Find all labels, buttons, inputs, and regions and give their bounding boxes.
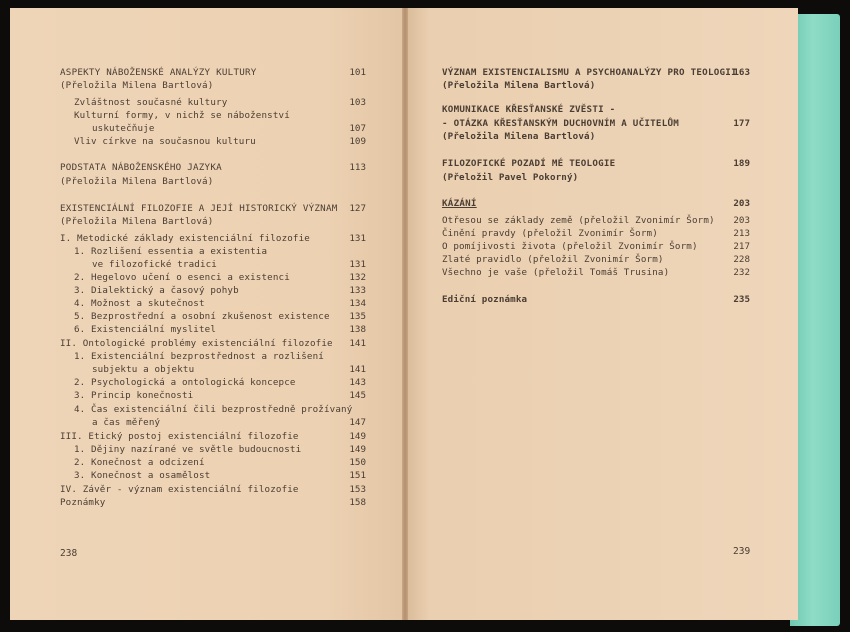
toc-entry-page-number: 158 (349, 497, 366, 508)
toc-entry-title: 3. Princip konečnosti (74, 390, 194, 401)
toc-entry-title: Vliv církve na současnou kulturu (74, 136, 256, 147)
toc-entry-title: uskutečňuje (92, 123, 155, 134)
toc-entry-page-number: 101 (349, 67, 366, 78)
toc-entry-title: VÝZNAM EXISTENCIALISMU A PSYCHOANALÝZY PRO TEOLOGII (442, 67, 737, 78)
toc-entry-page-number: 147 (349, 417, 366, 428)
toc-entry-title: Otřesou se základy země (přeložil Zvonimír Šorm) (442, 215, 715, 226)
toc-entry-page-number: 235 (733, 294, 750, 305)
left-page-number: 238 (60, 548, 78, 559)
toc-entry-title: 6. Existenciální myslitel (74, 324, 217, 335)
toc-entry-title: 2. Konečnost a odcizení (74, 457, 205, 468)
toc-entry-page-number: 153 (349, 484, 366, 495)
toc-entry-title: Poznámky (60, 497, 106, 508)
toc-entry-title: - OTÁZKA KŘESŤANSKÝM DUCHOVNÍM A UČITELŮM (442, 118, 680, 129)
toc-entry-page-number: 149 (349, 431, 366, 442)
toc-entry-page-number: 131 (349, 259, 366, 270)
toc-entry-title: KÁZÁNÍ (442, 198, 477, 209)
toc-entry-title: subjektu a objektu (92, 364, 195, 375)
toc-entry-title: 4. Čas existenciální čili bezprostředně prožívaný (74, 404, 353, 415)
toc-entry-title: 3. Dialektický a časový pohyb (74, 285, 239, 296)
toc-entry-page-number: 145 (349, 390, 366, 401)
toc-entry-page-number: 228 (733, 254, 750, 265)
toc-entry-title: Kulturní formy, v nichž se náboženství (74, 110, 290, 121)
toc-entry-page-number: 131 (349, 233, 366, 244)
toc-entry-page-number: 132 (349, 272, 366, 283)
toc-entry-page-number: 109 (349, 136, 366, 147)
toc-entry-title: 5. Bezprostřední a osobní zkušenost existence (74, 311, 330, 322)
toc-entry-title: EXISTENCIÁLNÍ FILOZOFIE A JEJÍ HISTORICKÝ VÝZNAM (60, 203, 338, 214)
toc-entry-page-number: 141 (349, 338, 366, 349)
toc-entry-page-number: 149 (349, 444, 366, 455)
toc-entry-page-number: 177 (733, 118, 750, 129)
toc-entry-title: (Přeložila Milena Bartlová) (442, 131, 596, 142)
toc-entry-page-number: 203 (733, 215, 750, 226)
toc-entry-title: ASPEKTY NÁBOŽENSKÉ ANALÝZY KULTURY (60, 67, 257, 78)
toc-entry-page-number: 107 (349, 123, 366, 134)
toc-entry-page-number: 163 (733, 67, 750, 78)
toc-entry-title: IV. Závěr - význam existenciální filozofie (60, 484, 299, 495)
toc-entry-page-number: 151 (349, 470, 366, 481)
toc-entry-title: 3. Konečnost a osamělost (74, 470, 211, 481)
right-page-number: 239 (733, 546, 751, 557)
toc-entry-page-number: 189 (733, 158, 750, 169)
toc-entry-title: PODSTATA NÁBOŽENSKÉHO JAZYKA (60, 162, 222, 173)
toc-entry-page-number: 138 (349, 324, 366, 335)
toc-entry-page-number: 135 (349, 311, 366, 322)
toc-entry-page-number: 141 (349, 364, 366, 375)
toc-entry-title: KOMUNIKACE KŘESŤANSKÉ ZVĚSTI - (442, 104, 616, 115)
toc-entry-title: 4. Možnost a skutečnost (74, 298, 205, 309)
toc-entry-page-number: 150 (349, 457, 366, 468)
toc-entry-title: (Přeložila Milena Bartlová) (60, 216, 214, 227)
toc-entry-title: (Přeložil Pavel Pokorný) (442, 172, 579, 183)
toc-entry-page-number: 133 (349, 285, 366, 296)
toc-entry-page-number: 203 (733, 198, 750, 209)
toc-entry-title: FILOZOFICKÉ POZADÍ MÉ TEOLOGIE (442, 158, 616, 169)
toc-entry-page-number: 113 (349, 162, 366, 173)
toc-entry-title: Všechno je vaše (přeložil Tomáš Trusina) (442, 267, 670, 278)
toc-entry-title: 1. Existenciální bezprostřednost a rozlišení (74, 351, 324, 362)
toc-entry-title: Zlaté pravidlo (přeložil Zvonimír Šorm) (442, 254, 664, 265)
toc-entry-page-number: 127 (349, 203, 366, 214)
toc-entry-title: I. Metodické základy existenciální filozofie (60, 233, 310, 244)
toc-entry-title: II. Ontologické problémy existenciální filozofie (60, 338, 333, 349)
toc-entry-page-number: 217 (733, 241, 750, 252)
toc-entry-title: (Přeložila Milena Bartlová) (60, 80, 214, 91)
toc-entry-page-number: 143 (349, 377, 366, 388)
toc-entry-title: a čas měřený (92, 417, 161, 428)
toc-entry-page-number: 232 (733, 267, 750, 278)
toc-entry-title: Činění pravdy (přeložil Zvonimír Šorm) (442, 228, 658, 239)
toc-entry-title: III. Etický postoj existenciální filozofie (60, 431, 299, 442)
toc-entry-title: (Přeložila Milena Bartlová) (442, 80, 596, 91)
book-gutter (402, 8, 408, 620)
toc-entry-title: Zvláštnost současné kultury (74, 97, 228, 108)
toc-entry-page-number: 103 (349, 97, 366, 108)
toc-entry-page-number: 134 (349, 298, 366, 309)
toc-entry-title: O pomíjivosti života (přeložil Zvonimír Šorm) (442, 241, 698, 252)
toc-entry-title: ve filozofické tradici (92, 259, 217, 270)
toc-entry-title: 2. Psychologická a ontologická koncepce (74, 377, 296, 388)
right-page (406, 8, 798, 620)
toc-entry-title: 1. Dějiny nazírané ve světle budoucnosti (74, 444, 302, 455)
toc-entry-title: 2. Hegelovo učení o esenci a existenci (74, 272, 290, 283)
toc-entry-title: 1. Rozlišení essentia a existentia (74, 246, 268, 257)
toc-entry-title: (Přeložila Milena Bartlová) (60, 176, 214, 187)
toc-entry-page-number: 213 (733, 228, 750, 239)
toc-entry-title: Ediční poznámka (442, 294, 528, 305)
